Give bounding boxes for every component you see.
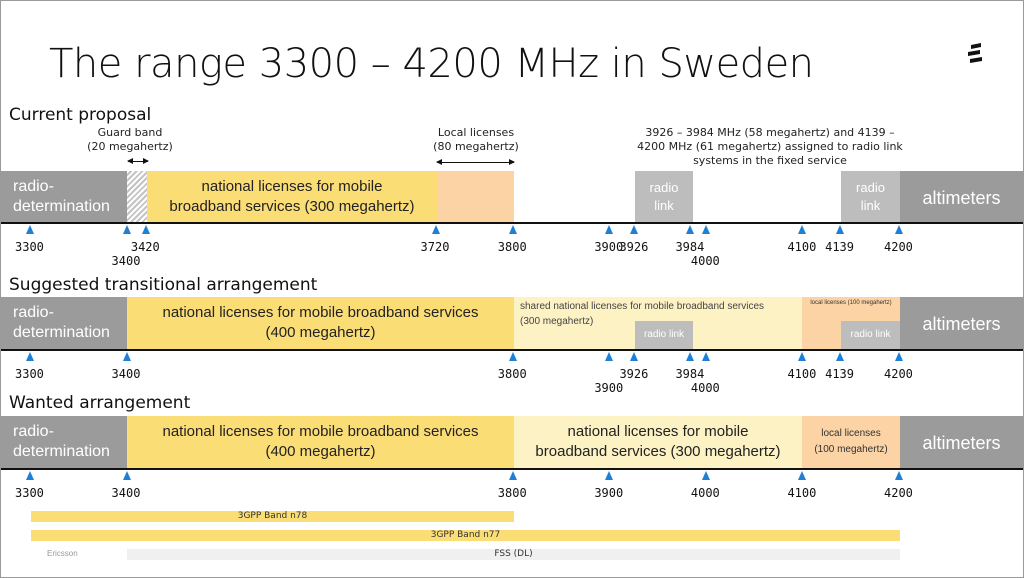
local-licenses-block: local licenses (100 megahertz) xyxy=(802,297,900,349)
tick-marker-icon xyxy=(702,352,710,361)
radio-determination-block: radio- determination xyxy=(1,416,127,468)
tick-marker-icon xyxy=(26,225,34,234)
tick-label: 4000 xyxy=(690,254,720,268)
tick-marker-icon xyxy=(26,352,34,361)
tick-marker-icon xyxy=(142,225,150,234)
footer-label: Ericsson xyxy=(47,549,78,558)
tick-label: 3400 xyxy=(111,254,141,268)
transitional-bar xyxy=(1,297,1023,349)
wanted-axis xyxy=(1,468,1023,470)
tick-label: 3420 xyxy=(130,240,160,254)
tick-marker-icon xyxy=(509,225,517,234)
tick-marker-icon xyxy=(895,471,903,480)
national-licenses-400-block: national licenses for mobile broadband services (400 megahertz) xyxy=(127,297,514,349)
radio-link-block-1: radio link xyxy=(635,321,693,349)
tick-marker-icon xyxy=(509,352,517,361)
tick-label: 4200 xyxy=(884,240,913,254)
tick-marker-icon xyxy=(509,471,517,480)
tick-marker-icon xyxy=(686,225,694,234)
transitional-axis xyxy=(1,349,1023,351)
national-licenses-300-block: national licenses for mobile broadband services (300 megahertz) xyxy=(147,171,437,223)
tick-label: 3300 xyxy=(15,367,44,381)
local-licenses-arrow-icon xyxy=(437,162,514,163)
national-licenses-400-block: national licenses for mobile broadband services (400 megahertz) xyxy=(127,416,514,468)
section-transitional: Suggested transitional arrangement xyxy=(9,275,318,295)
tick-marker-icon xyxy=(895,225,903,234)
tick-label: 4139 xyxy=(825,240,854,254)
tick-label: 3400 xyxy=(111,367,141,381)
radio-link-block-2: radio link xyxy=(841,171,900,223)
guard-band-block xyxy=(127,171,147,223)
page-title: The range 3300 – 4200 MHz in Sweden xyxy=(49,41,814,87)
tick-label: 3800 xyxy=(497,367,527,381)
tick-marker-icon xyxy=(798,225,806,234)
tick-label: 3800 xyxy=(497,240,527,254)
tick-label: 3900 xyxy=(594,486,624,500)
tick-marker-icon xyxy=(605,471,613,480)
ericsson-logo-icon xyxy=(965,43,985,65)
tick-marker-icon xyxy=(836,225,844,234)
tick-marker-icon xyxy=(702,225,710,234)
tick-label: 3984 xyxy=(675,240,705,254)
tick-label: 4000 xyxy=(690,381,720,395)
tick-label: 4000 xyxy=(690,486,720,500)
national-licenses-300-block: national licenses for mobile broadband services (300 megahertz) xyxy=(514,416,802,468)
local-licenses-block: local licenses (100 megahertz) xyxy=(802,416,900,468)
guard-band-annotation: Guard band (20 megahertz) xyxy=(87,126,173,153)
tick-marker-icon xyxy=(123,225,131,234)
altimeters-block: altimeters xyxy=(900,416,1023,468)
band-n77: 3GPP Band n77 xyxy=(31,530,900,541)
radio-determination-block: radio- determination xyxy=(1,171,127,223)
tick-label: 3900 xyxy=(594,240,624,254)
tick-label: 3984 xyxy=(675,367,705,381)
section-current-proposal: Current proposal xyxy=(9,105,152,125)
tick-label: 3300 xyxy=(15,486,44,500)
current-proposal-bar xyxy=(1,171,1023,223)
tick-marker-icon xyxy=(895,352,903,361)
tick-marker-icon xyxy=(798,352,806,361)
local-licenses-annotation: Local licenses (80 megahertz) xyxy=(433,126,519,153)
radio-link-block-2: radio link xyxy=(841,321,900,349)
section-wanted: Wanted arrangement xyxy=(9,393,191,413)
tick-marker-icon xyxy=(798,471,806,480)
tick-label: 3900 xyxy=(594,381,624,395)
tick-marker-icon xyxy=(605,225,613,234)
tick-marker-icon xyxy=(836,352,844,361)
tick-marker-icon xyxy=(630,225,638,234)
radio-link-note: 3926 – 3984 MHz (58 megahertz) and 4139 – 4200 MHz (61 megahertz) assigned to radio link systems in the fixed service xyxy=(637,126,903,167)
tick-marker-icon xyxy=(605,352,613,361)
tick-marker-icon xyxy=(123,352,131,361)
tick-marker-icon xyxy=(630,352,638,361)
tick-label: 3400 xyxy=(111,486,141,500)
tick-label: 3800 xyxy=(497,486,527,500)
altimeters-block: altimeters xyxy=(900,171,1023,223)
tick-label: 4200 xyxy=(884,486,913,500)
radio-link-block-1: radio link xyxy=(635,171,693,223)
tick-label: 4100 xyxy=(787,367,817,381)
tick-label: 4100 xyxy=(787,486,817,500)
band-n78: 3GPP Band n78 xyxy=(31,511,514,522)
tick-marker-icon xyxy=(432,225,440,234)
tick-marker-icon xyxy=(702,471,710,480)
radio-determination-block: radio- determination xyxy=(1,297,127,349)
tick-label: 4100 xyxy=(787,240,817,254)
wanted-bar xyxy=(1,416,1023,468)
tick-label: 3926 xyxy=(619,367,649,381)
local-licenses-block xyxy=(437,171,514,223)
tick-label: 4200 xyxy=(884,367,913,381)
tick-label: 3300 xyxy=(15,240,44,254)
tick-marker-icon xyxy=(686,352,694,361)
tick-label: 3926 xyxy=(619,240,649,254)
tick-label: 4139 xyxy=(825,367,854,381)
current-proposal-axis xyxy=(1,222,1023,224)
tick-marker-icon xyxy=(123,471,131,480)
shared-national-licenses-block: shared national licenses for mobile broadband services (300 megahertz) xyxy=(514,297,802,349)
band-fss-dl: FSS (DL) xyxy=(127,549,900,560)
guard-band-arrow-icon xyxy=(128,161,148,162)
altimeters-block: altimeters xyxy=(900,297,1023,349)
tick-label: 3720 xyxy=(420,240,450,254)
tick-marker-icon xyxy=(26,471,34,480)
